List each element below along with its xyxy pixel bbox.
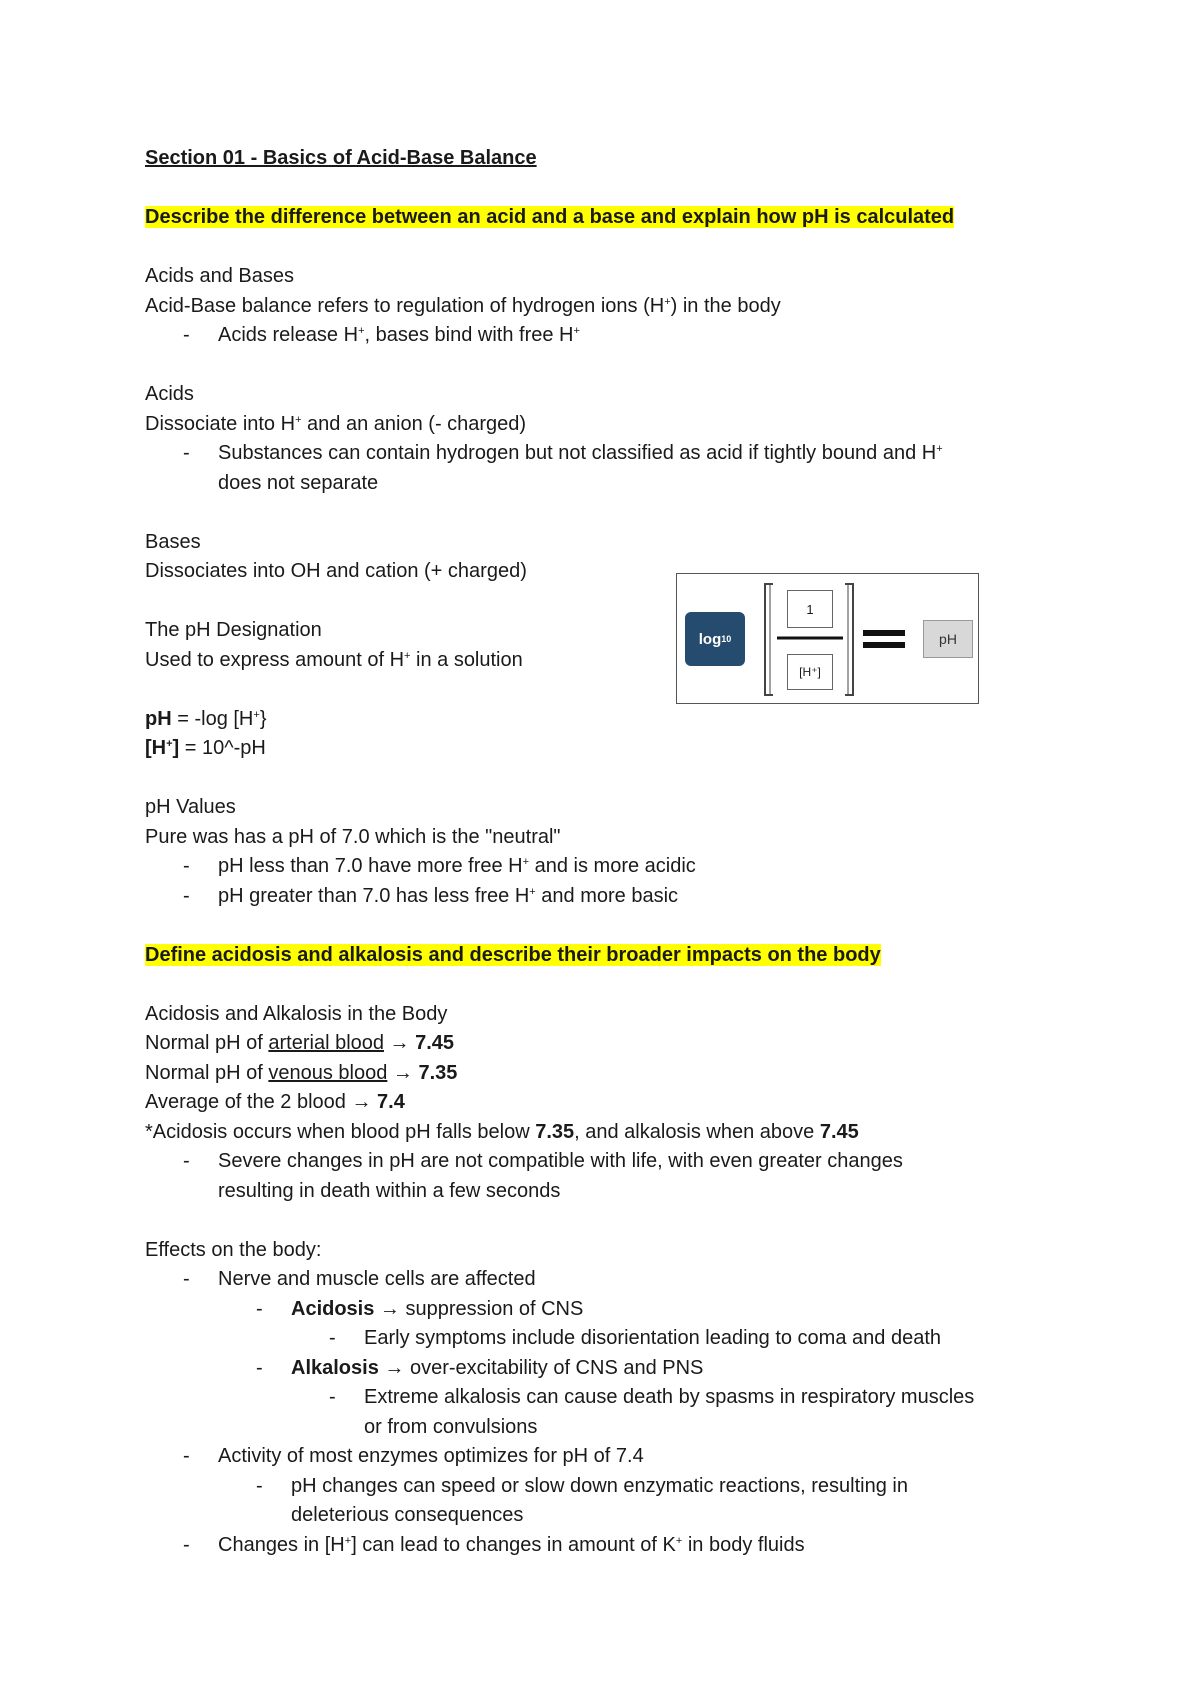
- ph-formula-diagram: [676, 573, 979, 704]
- acidosis-note: *Acidosis occurs when blood pH falls below 7.35, and alkalosis when above 7.45: [145, 1120, 859, 1143]
- list-item: - Severe changes in pH are not compatible with life, with even greater changes: [183, 1150, 903, 1172]
- acids-text: Dissociate into H+ and an anion (- charged): [145, 412, 527, 435]
- list-item: - Alkalosis → over-excitability of CNS and PNS: [256, 1356, 704, 1379]
- denominator-box: [H⁺]: [787, 654, 833, 690]
- numerator-box: 1: [787, 590, 833, 628]
- list-item: - Acidosis → suppression of CNS: [256, 1297, 584, 1320]
- venous-ph-line: Normal pH of venous blood → 7.35: [145, 1061, 458, 1084]
- ph-values-text: Pure was has a pH of 7.0 which is the "neutral": [145, 825, 561, 848]
- ph-formula: pH = -log [H+}: [145, 707, 267, 730]
- list-item: - Substances can contain hydrogen but not classified as acid if tightly bound and H+: [183, 442, 943, 464]
- list-item-continuation: resulting in death within a few seconds: [218, 1179, 561, 1202]
- acidosis-alkalosis-heading: Acidosis and Alkalosis in the Body: [145, 1002, 448, 1025]
- section-title: Section 01 - Basics of Acid-Base Balance: [145, 147, 537, 169]
- hydrogen-formula: [H+] = 10^-pH: [145, 737, 266, 759]
- log-base-10-button: log 10: [685, 612, 745, 666]
- ph-designation-heading: The pH Designation: [145, 619, 322, 641]
- list-item: - pH less than 7.0 have more free H+ and is more acidic: [183, 855, 696, 877]
- average-ph-line: Average of the 2 blood → 7.4: [145, 1091, 405, 1113]
- ph-designation-text: Used to express amount of H+ in a solution: [145, 648, 523, 671]
- list-item: - Changes in [H+] can lead to changes in amount of K+ in body fluids: [183, 1533, 805, 1556]
- document-body: [145, 144, 1065, 1560]
- acids-heading: Acids: [145, 383, 194, 405]
- learning-objective-1: Describe the difference between an acid and a base and explain how pH is calculated: [145, 206, 955, 228]
- list-item: - Nerve and muscle cells are affected: [183, 1268, 536, 1290]
- bases-text: Dissociates into OH and cation (+ charged): [145, 560, 527, 582]
- learning-objective-2: Define acidosis and alkalosis and describe their broader impacts on the body: [145, 943, 881, 966]
- bases-heading: Bases: [145, 530, 201, 553]
- list-item-continuation: or from convulsions: [364, 1415, 538, 1438]
- list-item-continuation: deleterious consequences: [291, 1504, 524, 1526]
- list-item-continuation: does not separate: [218, 471, 379, 494]
- list-item: - Extreme alkalosis can cause death by spasms in respiratory muscles: [329, 1386, 975, 1408]
- acids-bases-heading: Acids and Bases: [145, 265, 294, 287]
- arterial-ph-line: Normal pH of arterial blood → 7.45: [145, 1032, 455, 1054]
- list-item: - Acids release H+, bases bind with free H+: [183, 324, 580, 346]
- acids-bases-text: Acid-Base balance refers to regulation of hydrogen ions (H+) in the body: [145, 294, 781, 317]
- ph-values-heading: pH Values: [145, 796, 236, 818]
- list-item: - Early symptoms include disorientation leading to coma and death: [329, 1327, 941, 1349]
- effects-heading: Effects on the body:: [145, 1238, 322, 1261]
- list-item: - pH greater than 7.0 has less free H+ and more basic: [183, 884, 679, 907]
- list-item: - pH changes can speed or slow down enzymatic reactions, resulting in: [256, 1474, 908, 1497]
- ph-result-box: pH: [923, 620, 973, 658]
- list-item: - Activity of most enzymes optimizes for pH of 7.4: [183, 1445, 644, 1467]
